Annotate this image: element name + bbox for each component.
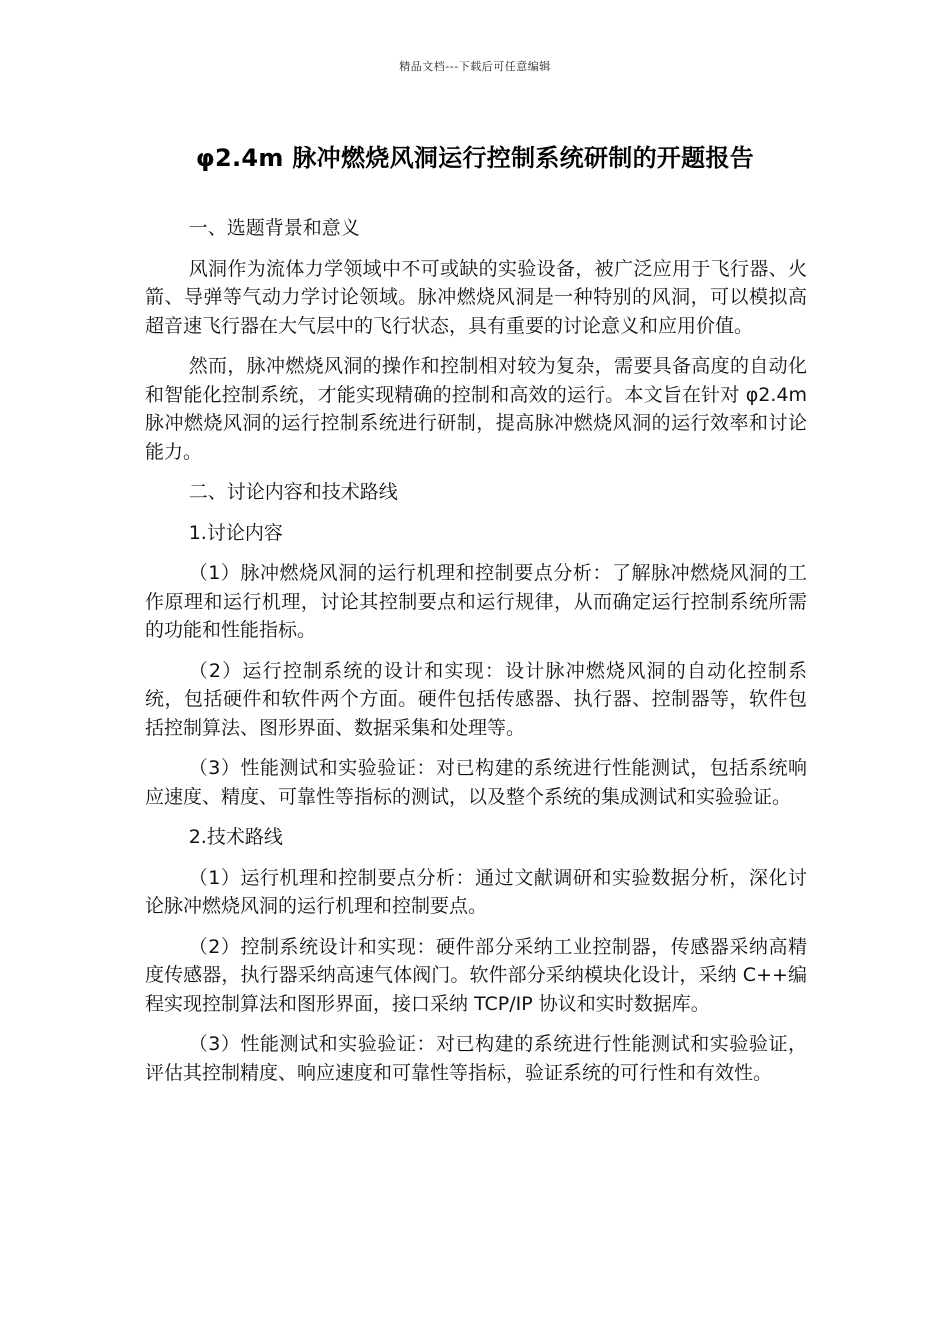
subheading-research-content: 1.讨论内容 xyxy=(188,521,283,544)
list-item-content-1: （1）脉冲燃烧风洞的运行机理和控制要点分析：了解脉冲燃烧风洞的工作原理和运行机理，讨论其控制要点和运行规律，从而确定运行控制系统所需的功能和性能指标。 xyxy=(145,562,807,641)
section-heading-content-route: 二、讨论内容和技术路线 xyxy=(188,481,398,503)
document-body xyxy=(145,214,807,1087)
subheading-technical-route: 2.技术路线 xyxy=(188,826,283,848)
list-item-content-2: （2）运行控制系统的设计和实现：设计脉冲燃烧风洞的自动化控制系统，包括硬件和软件两个方面。硬件包括传感器、执行器、控制器等，软件包括控制算法、图形界面、数据采集和处理等。 xyxy=(145,659,807,739)
paragraph-background-2: 然而，脉冲燃烧风洞的操作和控制相对较为复杂，需要具备高度的自动化和智能化控制系统，才能实现精确的控制和高效的运行。本文旨在针对 φ2.4m 脉冲燃烧风洞的运行控制系统进行研制，提高脉冲燃烧风洞的运行效率和讨论能力。 xyxy=(145,355,807,463)
list-item-route-1: （1）运行机理和控制要点分析：通过文献调研和实验数据分析，深化讨论脉冲燃烧风洞的运行机理和控制要点。 xyxy=(145,866,807,917)
header-note: 精品文档---下载后可任意编辑 xyxy=(399,60,551,73)
document-title: φ2.4m 脉冲燃烧风洞运行控制系统研制的开题报告 xyxy=(195,144,755,172)
paragraph-background-1: 风洞作为流体力学领域中不可或缺的实验设备，被广泛应用于飞行器、火箭、导弹等气动力学讨论领域。脉冲燃烧风洞是一种特别的风洞，可以模拟高超音速飞行器在大气层中的飞行状态，具有重要的讨论意义和应用价值。 xyxy=(145,257,807,337)
list-item-route-2: （2）控制系统设计和实现：硬件部分采纳工业控制器，传感器采纳高精度传感器，执行器采纳高速气体阀门。软件部分采纳模块化设计，采纳 C++编程实现控制算法和图形界面，接口采纳 TCP/IP 协议和实时数据库。 xyxy=(145,935,807,1015)
list-item-route-3: （3）性能测试和实验验证：对已构建的系统进行性能测试和实验验证，评估其控制精度、响应速度和可靠性等指标，验证系统的可行性和有效性。 xyxy=(145,1033,807,1084)
list-item-content-3: （3）性能测试和实验验证：对已构建的系统进行性能测试，包括系统响应速度、精度、可靠性等指标的测试，以及整个系统的集成测试和实验验证。 xyxy=(145,757,807,808)
section-heading-background: 一、选题背景和意义 xyxy=(188,217,360,239)
